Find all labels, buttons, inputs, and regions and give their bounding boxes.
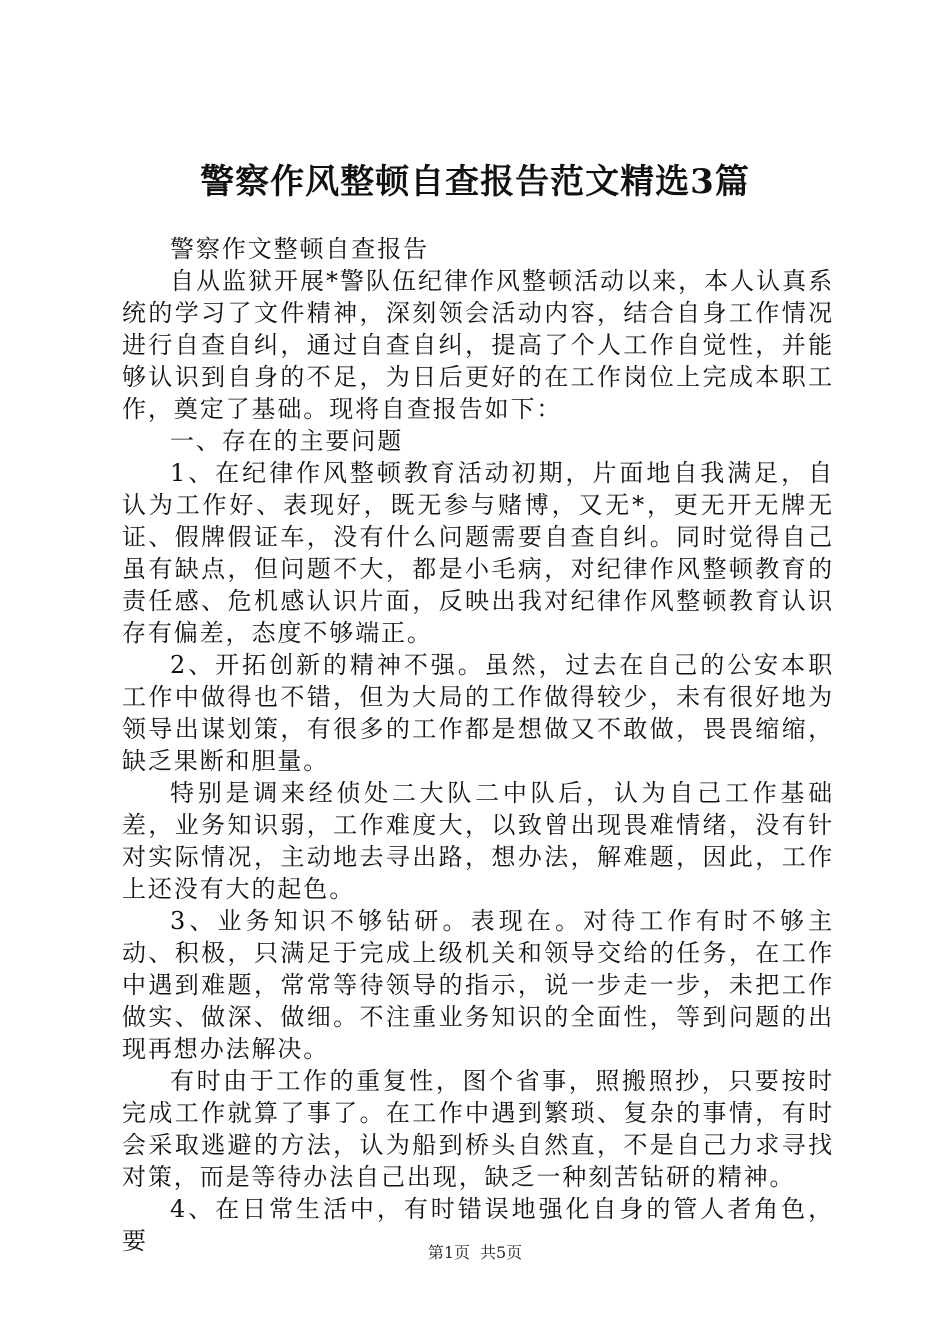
page-number: 第1页	[427, 1243, 470, 1262]
paragraph-subtitle: 警察作文整顿自查报告	[170, 235, 429, 263]
paragraph-item-3: 3、业务知识不够钻研。表现在。对待工作有时不够主动、积极，只满足于完成上级机关和领导交给的任务，在工作中遇到难题，常常等待领导的指示，说一步走一步，未把工作做实、做深、做细。不注重业务知识的全面性，等到问题的出现再想办法解决。	[122, 907, 834, 1063]
document-body	[122, 233, 834, 1257]
paragraph-item-2-detail: 特别是调来经侦处二大队二中队后，认为自己工作基础差，业务知识弱，工作难度大，以致曾出现畏难情绪，没有针对实际情况，主动地去寻出路，想办法，解难题，因此，工作上还没有大的起色。	[122, 779, 834, 903]
paragraph-item-3-detail: 有时由于工作的重复性，图个省事，照搬照抄，只要按时完成工作就算了事了。在工作中遇到繁琐、复杂的事情，有时会采取逃避的方法，认为船到桥头自然直，不是自己力求寻找对策，而是等待办法自己出现，缺乏一种刻苦钻研的精神。	[122, 1067, 834, 1191]
paragraph-intro: 自从监狱开展*警队伍纪律作风整顿活动以来，本人认真系统的学习了文件精神，深刻领会活动内容，结合自身工作情况进行自查自纠，通过自查自纠，提高了个人工作自觉性，并能够认识到自身的不足，为日后更好的在工作岗位上完成本职工作，奠定了基础。现将自查报告如下：	[122, 267, 834, 423]
paragraph-item-2: 2、开拓创新的精神不强。虽然，过去在自己的公安本职工作中做得也不错，但为大局的工作做得较少，未有很好地为领导出谋划策，有很多的工作都是想做又不敢做，畏畏缩缩，缺乏果断和胆量。	[122, 651, 834, 775]
paragraph-item-1: 1、在纪律作风整顿教育活动初期，片面地自我满足，自认为工作好、表现好，既无参与赌博，又无*，更无开无牌无证、假牌假证车，没有什么问题需要自查自纠。同时觉得自己虽有缺点，但问题不大，都是小毛病，对纪律作风整顿教育的责任感、危机感认识片面，反映出我对纪律作风整顿教育认识存有偏差，态度不够端正。	[122, 459, 834, 647]
document-title: 警察作风整顿自查报告范文精选3篇	[200, 162, 750, 202]
page-footer	[0, 1242, 950, 1264]
page-total: 共5页	[480, 1243, 523, 1262]
section-heading: 一、存在的主要问题	[170, 427, 404, 455]
paragraph-item-4: 4、在日常生活中，有时错误地强化自身的管人者角色，要	[122, 1195, 834, 1255]
